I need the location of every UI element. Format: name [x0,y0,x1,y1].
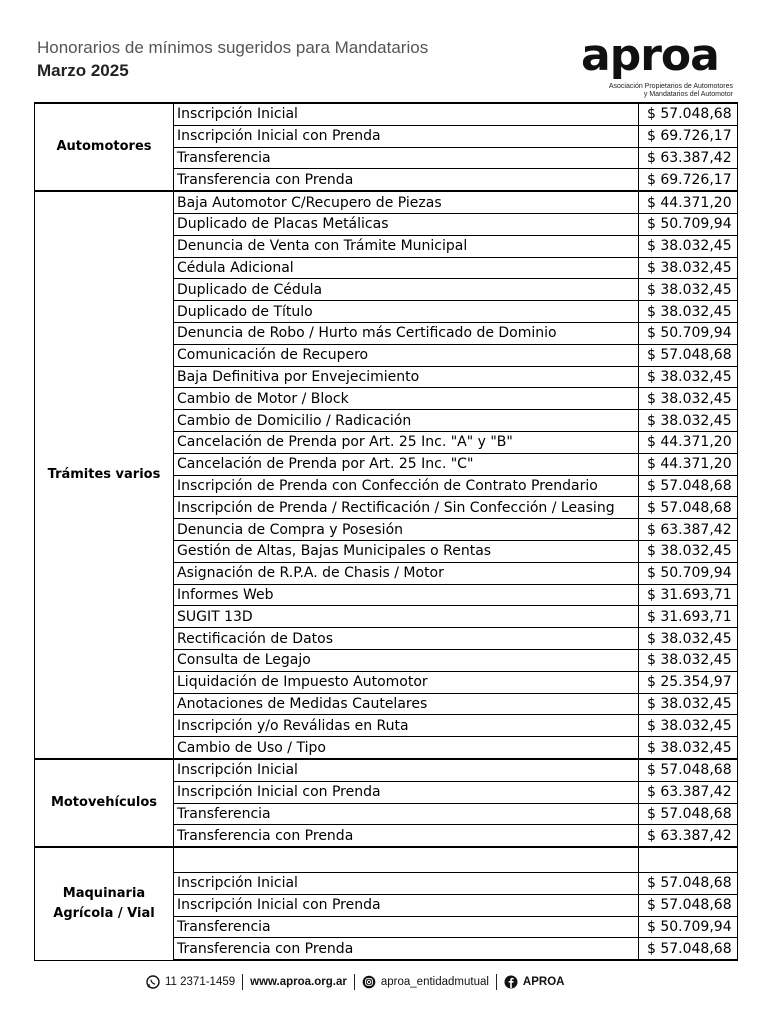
tramite-cell: Duplicado de Cédula [174,279,639,301]
price-cell: $ 50.709,94 [639,916,738,938]
fees-table [34,102,738,961]
price-cell: $ 38.032,45 [639,279,738,301]
tramite-cell: Cancelación de Prenda por Art. 25 Inc. "A" y "B" [174,431,639,453]
tramite-cell: Inscripción Inicial [174,103,639,125]
price-cell: $ 69.726,17 [639,169,738,191]
price-cell: $ 63.387,42 [639,825,738,847]
footer-divider [242,974,243,990]
category-label: Motovehículos [35,759,174,847]
price-cell: $ 50.709,94 [639,213,738,235]
category-label: Trámites varios [35,191,174,759]
tramite-cell: Transferencia con Prenda [174,825,639,847]
price-cell: $ 38.032,45 [639,257,738,279]
category-label: Maquinaria Agrícola / Vial [35,847,174,960]
tramite-cell: Denuncia de Venta con Trámite Municipal [174,235,639,257]
price-cell: $ 38.032,45 [639,388,738,410]
facebook-icon [504,975,518,989]
price-cell: $ 57.048,68 [639,344,738,366]
instagram-icon [362,975,376,989]
tramite-cell: Inscripción y/o Reválidas en Ruta [174,715,639,737]
tramite-cell: Informes Web [174,584,639,606]
table-row [35,759,738,781]
price-cell: $ 44.371,20 [639,191,738,213]
tramite-cell: Cambio de Uso / Tipo [174,737,639,759]
price-cell: $ 38.032,45 [639,540,738,562]
tramite-cell: Consulta de Legajo [174,649,639,671]
footer-divider [496,974,497,990]
tramite-cell: Denuncia de Compra y Posesión [174,519,639,541]
footer-phone[interactable]: 11 2371-1459 [165,976,236,988]
price-cell: $ 38.032,45 [639,366,738,388]
logo-tagline-1: Asociación Propietarios de Automotores [608,83,733,90]
category-label: Automotores [35,103,174,191]
price-cell: $ 44.371,20 [639,453,738,475]
fees-table-body [35,103,738,960]
tramite-cell: Gestión de Altas, Bajas Municipales o Rentas [174,540,639,562]
price-cell: $ 63.387,42 [639,147,738,169]
price-cell: $ 44.371,20 [639,431,738,453]
price-cell: $ 38.032,45 [639,235,738,257]
footer-divider [354,974,355,990]
tramite-cell: Transferencia con Prenda [174,938,639,960]
table-row [35,191,738,213]
tramite-cell: Baja Definitiva por Envejecimiento [174,366,639,388]
page-subtitle: Marzo 2025 [37,61,129,80]
logo-tagline-2: y Mandatarios del Automotor [643,91,733,98]
tramite-cell: Transferencia con Prenda [174,169,639,191]
price-cell: $ 50.709,94 [639,322,738,344]
price-cell: $ 38.032,45 [639,301,738,323]
tramite-cell: Liquidación de Impuesto Automotor [174,671,639,693]
price-cell: $ 57.048,68 [639,475,738,497]
table-row [35,847,738,873]
tramite-cell: Transferencia [174,916,639,938]
footer-website-link[interactable]: www.aproa.org.ar [250,976,347,988]
price-cell: $ 63.387,42 [639,519,738,541]
price-cell: $ 57.048,68 [639,803,738,825]
tramite-cell: Denuncia de Robo / Hurto más Certificado de Dominio [174,322,639,344]
footer-facebook-link[interactable]: APROA [522,976,565,988]
tramite-cell: SUGIT 13D [174,606,639,628]
tramite-cell: Rectificación de Datos [174,628,639,650]
price-cell: $ 50.709,94 [639,562,738,584]
tramite-cell: Duplicado de Placas Metálicas [174,213,639,235]
tramite-cell: Inscripción Inicial [174,873,639,895]
aproa-logo [581,30,737,108]
tramite-cell: Transferencia [174,803,639,825]
price-cell: $ 57.048,68 [639,873,738,895]
price-cell: $ 57.048,68 [639,938,738,960]
footer-instagram-handle[interactable]: aproa_entidadmutual [380,976,489,988]
price-cell: $ 57.048,68 [639,759,738,781]
price-cell: $ 38.032,45 [639,649,738,671]
table-row [35,103,738,125]
tramite-cell: Asignación de R.P.A. de Chasis / Motor [174,562,639,584]
price-cell: $ 25.354,97 [639,671,738,693]
tramite-cell: Baja Automotor C/Recupero de Piezas [174,191,639,213]
tramite-cell: Anotaciones de Medidas Cautelares [174,693,639,715]
tramite-cell: Cédula Adicional [174,257,639,279]
price-cell: $ 38.032,45 [639,693,738,715]
tramite-cell: Cambio de Motor / Block [174,388,639,410]
tramite-cell: Inscripción de Prenda con Confección de Contrato Prendario [174,475,639,497]
empty-cell [639,847,738,873]
tramite-cell: Duplicado de Título [174,301,639,323]
empty-cell [174,847,639,873]
tramite-cell: Inscripción Inicial con Prenda [174,781,639,803]
price-cell: $ 69.726,17 [639,125,738,147]
page-title: Honorarios de mínimos sugeridos para Mandatarios [37,38,429,57]
price-cell: $ 38.032,45 [639,410,738,432]
tramite-cell: Transferencia [174,147,639,169]
tramite-cell: Inscripción de Prenda / Rectificación / Sin Confección / Leasing [174,497,639,519]
price-cell: $ 38.032,45 [639,737,738,759]
whatsapp-icon [146,975,160,989]
price-cell: $ 57.048,68 [639,497,738,519]
tramite-cell: Cambio de Domicilio / Radicación [174,410,639,432]
price-cell: $ 38.032,45 [639,715,738,737]
tramite-cell: Inscripción Inicial con Prenda [174,894,639,916]
tramite-cell: Cancelación de Prenda por Art. 25 Inc. "C" [174,453,639,475]
tramite-cell: Comunicación de Recupero [174,344,639,366]
price-cell: $ 31.693,71 [639,584,738,606]
logo-wordmark: aproa [581,30,719,81]
price-cell: $ 31.693,71 [639,606,738,628]
tramite-cell: Inscripción Inicial con Prenda [174,125,639,147]
price-cell: $ 63.387,42 [639,781,738,803]
tramite-cell: Inscripción Inicial [174,759,639,781]
price-cell: $ 57.048,68 [639,894,738,916]
footer-contact-bar [146,972,564,992]
price-cell: $ 57.048,68 [639,103,738,125]
price-cell: $ 38.032,45 [639,628,738,650]
